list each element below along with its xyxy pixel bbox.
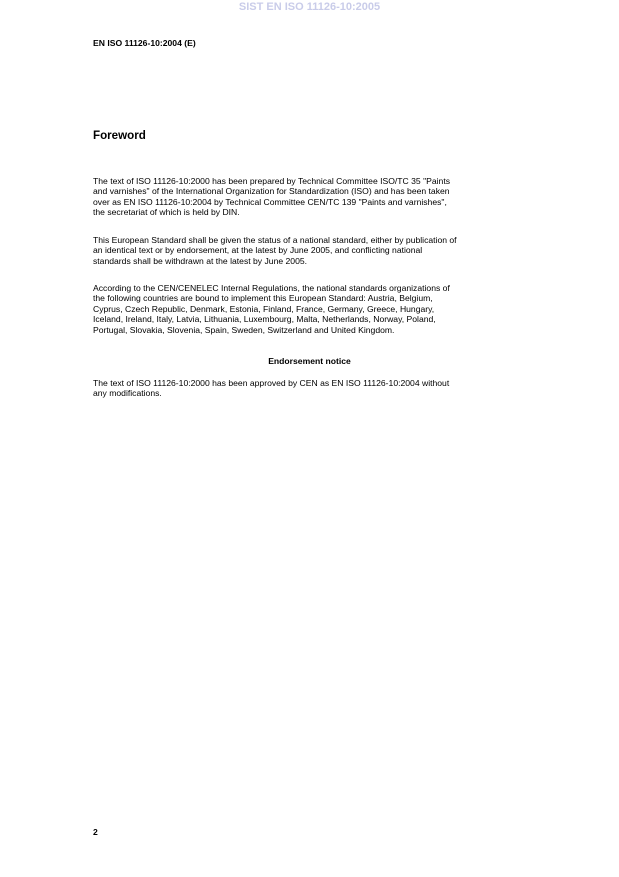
document-header: EN ISO 11126-10:2004 (E) xyxy=(93,38,196,48)
paragraph: The text of ISO 11126-10:2000 has been prepared by Technical Committee ISO/TC 35 "Paints and varnishes" of the International Organization for Standardization (ISO) and has been taken over as EN ISO 11126-10:2004 by Technical Committee CEN/TC 139 "Paints and varnishes", the secretariat of which is held by DIN. xyxy=(93,176,451,218)
paragraph: This European Standard shall be given the status of a national standard, either by publication of an identical text or by endorsement, at the latest by June 2005, and conflicting national standards shall be withdrawn at the latest by June 2005. xyxy=(93,235,457,266)
endorsement-text: The text of ISO 11126-10:2000 has been approved by CEN as EN ISO 11126-10:2004 without any modifications. xyxy=(93,378,450,399)
section-heading: Foreword xyxy=(93,129,146,142)
watermark: SIST EN ISO 11126-10:2005 xyxy=(238,1,381,13)
page-number: 2 xyxy=(93,827,98,837)
paragraph: According to the CEN/CENELEC Internal Regulations, the national standards organizations of the following countries are bound to implement this European Standard: Austria, Belgium, Cyprus, Czech Republic, Denmark, Estonia, Finland, France, Germany, Greece, Hungary, Iceland, Ireland, Italy, Latvia, Lithuania, Luxembourg, Malta, Netherlands, Norway, Poland, Portugal, Slovakia, Slovenia, Spain, Sweden, Switzerland and United Kingdom. xyxy=(93,283,450,335)
endorsement-heading: Endorsement notice xyxy=(268,356,351,366)
